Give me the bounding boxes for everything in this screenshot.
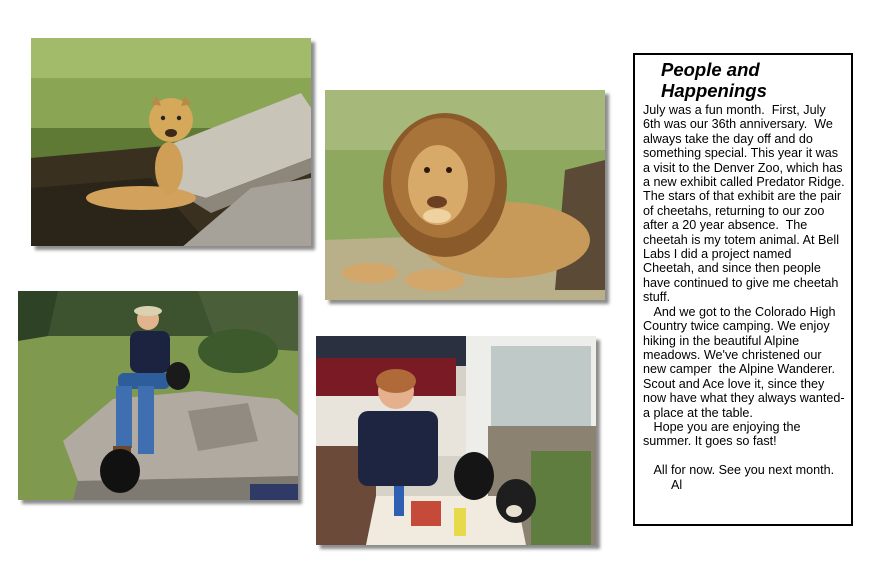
newsletter-body: July was a fun month. First, July 6th was our 36th anniversary. We always take the day off and do something special. This year it was a visit to the Denver Zoo, which has a new exhibit called Predator Ridge. The stars of that exhibit are the pair of cheetahs, returning to our zoo after a 20 year absence. The cheetah is my totem animal. At Bell Labs I did a project named Cheetah, and since then people have continued to give me cheetah stuff. And we got to the Colorado High Country twice camping. We enjoy hiking in the beautiful Alpine meadows. We've christened our new camper the Alpine Wanderer. Scout and Ace love it, since they now have what they always wanted-a place at the table. Hope you are enjoying the summer. It goes so fast! All for now. See you next month. Al bbox=[643, 103, 845, 492]
title-line-2: Happenings bbox=[661, 80, 767, 101]
people-and-happenings-box bbox=[633, 53, 853, 526]
newsletter-title bbox=[661, 59, 845, 101]
hiker-photo bbox=[18, 291, 298, 500]
camper-photo bbox=[316, 336, 596, 545]
cheetah-photo bbox=[31, 38, 311, 246]
title-line-1: People and bbox=[661, 59, 760, 80]
lion-photo bbox=[325, 90, 605, 300]
